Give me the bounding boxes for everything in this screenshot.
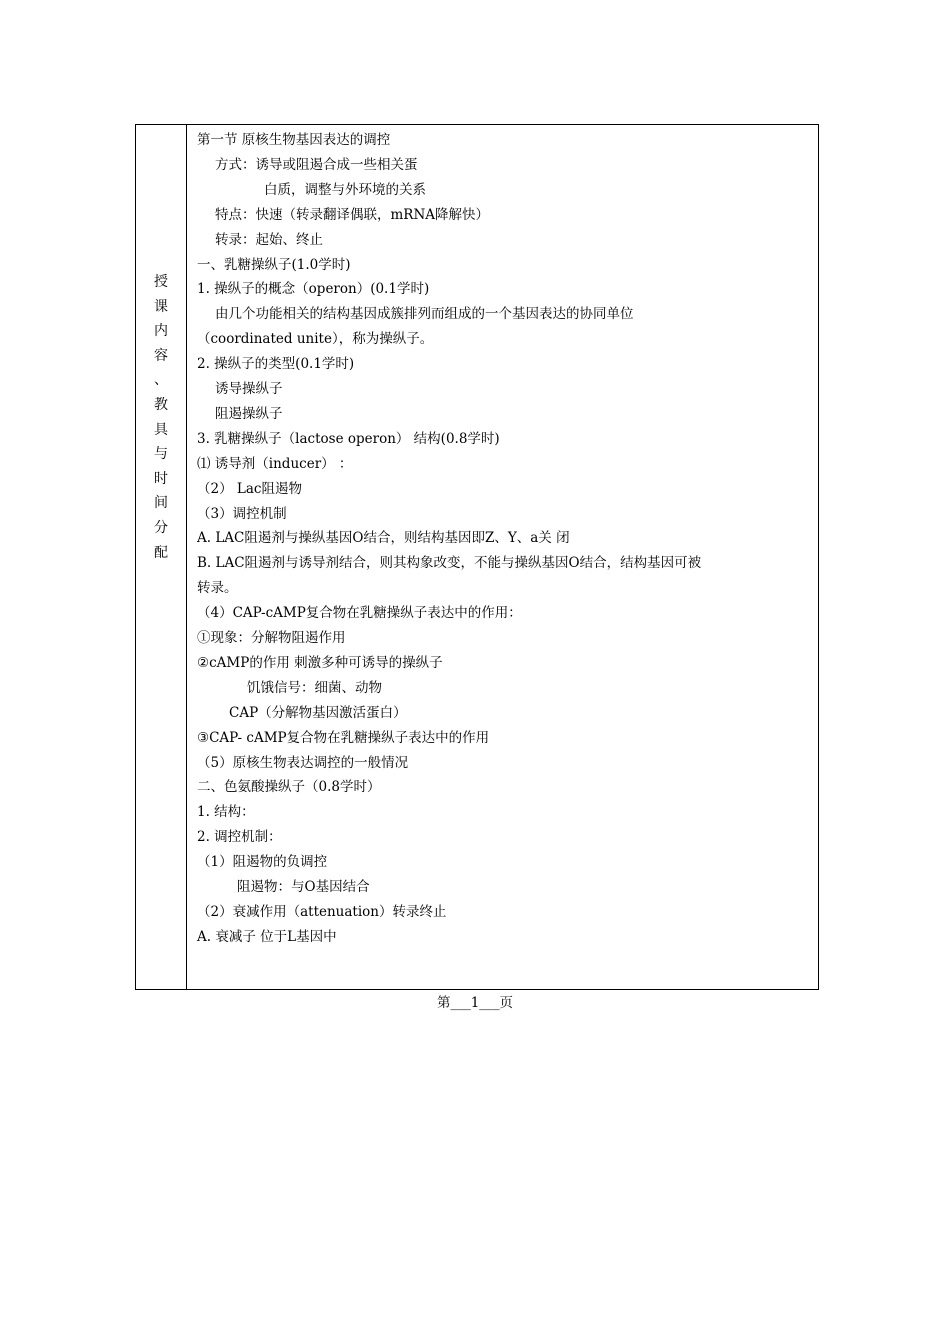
lesson-table [135,124,819,990]
content-line: CAP（分解物基因激活蛋白） [229,704,407,721]
lesson-content [187,125,818,989]
side-label-char: 具 [154,421,168,438]
side-label-char: 容 [154,347,168,364]
content-line: 1. 操纵子的概念（operon）(0.1学时) [197,281,430,298]
content-line: 2. 操纵子的类型(0.1学时) [197,356,355,373]
content-line: 方式：诱导或阻遏合成一些相关蛋 [215,156,418,173]
content-line: 特点：快速（转录翻译偶联，mRNA降解快） [215,206,490,223]
content-line: （1）阻遏物的负调控 [197,854,328,871]
side-label-char: 时 [154,470,168,487]
content-line: 1. 结构： [197,804,255,821]
side-label-char: 与 [154,446,168,463]
side-label-char: 教 [154,396,168,413]
side-label-char: 配 [154,544,168,561]
page-number: 第___1___页 [436,995,514,1011]
content-line: 3. 乳糖操纵子（lactose operon） 结构(0.8学时) [197,430,500,447]
content-line: A. LAC阻遏剂与操纵基因O结合，则结构基因即Z、Y、a关 闭 [197,530,570,547]
content-line: 阻遏物：与O基因结合 [237,879,370,895]
content-line: 饥饿信号：细菌、动物 [247,679,382,696]
content-line: 二、色氨酸操纵子（0.8学时） [197,779,381,796]
content-line: A. 衰减子 位于L基因中 [197,928,337,945]
content-line: B. LAC阻遏剂与诱导剂结合，则其构象改变，不能与操纵基因O结合，结构基因可被 [197,555,702,572]
content-line: 第一节 原核生物基因表达的调控 [197,132,391,148]
side-label-char: 课 [154,298,168,315]
content-line: ①现象：分解物阻遏作用 [197,630,346,646]
content-line: 由几个功能相关的结构基因成簇排列而组成的一个基因表达的协同单位 [215,306,634,323]
side-label-char: 、 [154,372,168,389]
side-label-char: 间 [154,495,168,512]
content-line: ③CAP- cAMP复合物在乳糖操纵子表达中的作用 [197,729,490,746]
content-line: （2）衰减作用（attenuation）转录终止 [197,903,447,920]
side-label-char: 内 [154,323,168,340]
side-label-column [136,125,187,989]
side-label-char: 分 [154,519,168,536]
side-label-char: 授 [154,274,168,290]
content-line: （2） Lac阻遏物 [197,480,302,497]
content-line: 转录。 [197,580,238,597]
content-line: ⑴ 诱导剂（inducer） ： [197,455,353,472]
content-line: （coordinated unite），称为操纵子。 [197,331,434,348]
content-line: 转录：起始、终止 [215,231,323,248]
content-line: 2. 调控机制： [197,829,282,846]
content-line: （3）调控机制 [197,505,287,522]
content-line: 一、乳糖操纵子(1.0学时) [197,256,351,273]
content-line: （4）CAP-cAMP复合物在乳糖操纵子表达中的作用： [197,605,522,622]
content-line: 阻遏操纵子 [215,405,283,422]
content-line: ②cAMP的作用 刺激多种可诱导的操纵子 [197,654,443,671]
content-line: 诱导操纵子 [215,381,283,397]
side-label [136,270,186,565]
content-line: 白质，调整与外环境的关系 [264,181,426,198]
content-line: （5）原核生物表达调控的一般情况 [197,754,409,771]
